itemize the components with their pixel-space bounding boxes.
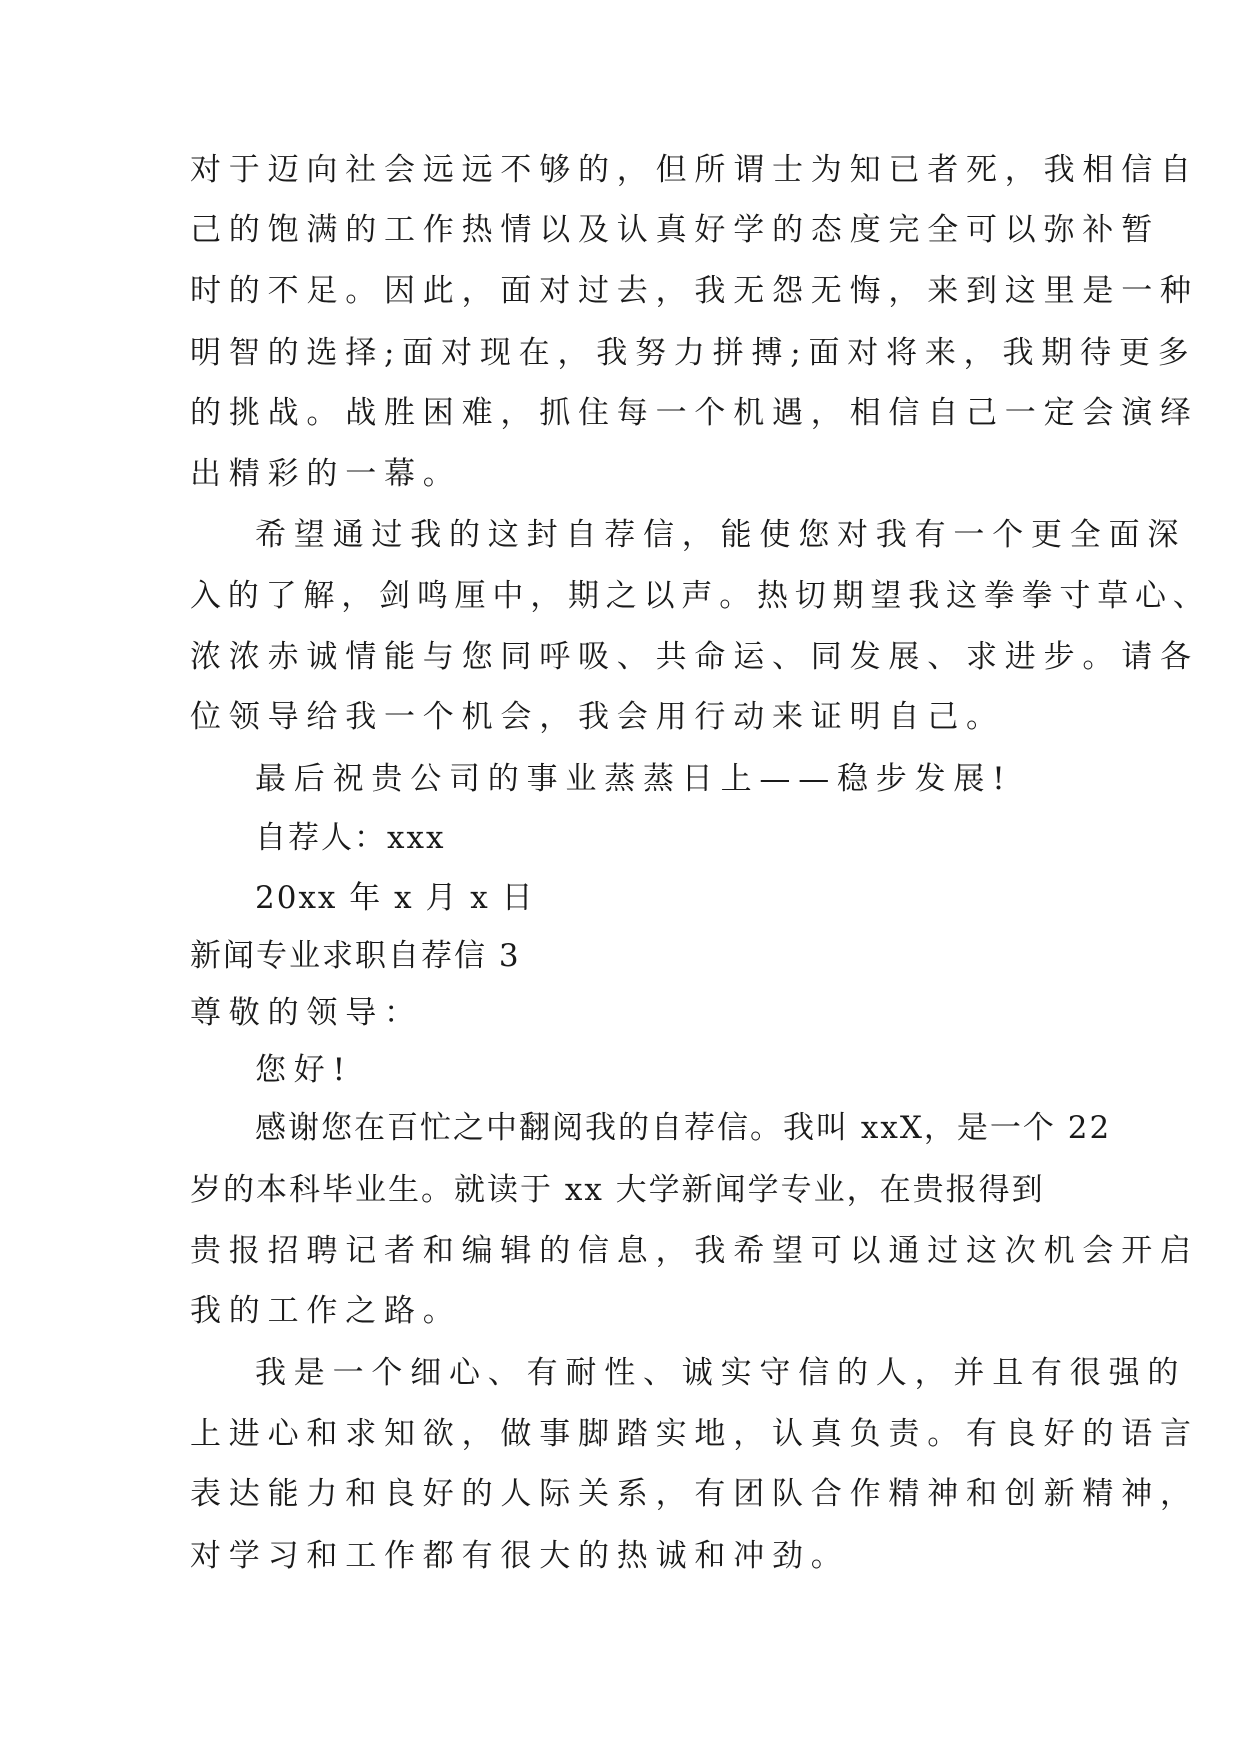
closing-wish: 最后祝贵公司的事业蒸蒸日上——稳步发展!	[255, 761, 1013, 797]
greeting: 您好!	[255, 1052, 353, 1088]
date-line: 20xx 年 x 月 x 日	[255, 880, 535, 916]
body-text-line: 己的饱满的工作热情以及认真好学的态度完全可以弥补暂	[190, 212, 1160, 248]
body-text-line: 入的了解，剑鸣厘中，期之以声。热切期望我这拳拳寸草心、	[190, 578, 1211, 614]
body-text-line: 上进心和求知欲，做事脚踏实地，认真负责。有良好的语言	[190, 1416, 1199, 1452]
section-title: 新闻专业求职自荐信 3	[190, 938, 521, 974]
body-text-line: 我是一个细心、有耐性、诚实守信的人，并且有很强的	[255, 1355, 1187, 1391]
body-text-line: 感谢您在百忙之中翻阅我的自荐信。我叫 xxX，是一个 22	[255, 1110, 1112, 1146]
body-text-line: 的挑战。战胜困难，抓住每一个机遇，相信自己一定会演绎	[190, 395, 1199, 431]
body-text-line: 贵报招聘记者和编辑的信息，我希望可以通过这次机会开启	[190, 1233, 1199, 1269]
body-text-line: 岁的本科毕业生。就读于 xx 大学新闻学专业，在贵报得到	[190, 1172, 1045, 1208]
body-text-line: 对于迈向社会远远不够的，但所谓士为知已者死，我相信自	[190, 152, 1199, 188]
body-text-line: 时的不足。因此，面对过去，我无怨无悔，来到这里是一种	[190, 273, 1199, 309]
body-text-line: 浓浓赤诚情能与您同呼吸、共命运、同发展、求进步。请各	[190, 639, 1199, 675]
body-text-line: 对学习和工作都有很大的热诚和冲劲。	[190, 1538, 850, 1574]
signature-line: 自荐人：xxx	[255, 820, 446, 856]
body-text-line: 出精彩的一幕。	[190, 456, 462, 492]
body-text-line: 位领导给我一个机会，我会用行动来证明自己。	[190, 699, 1005, 735]
body-text-line: 表达能力和良好的人际关系，有团队合作精神和创新精神，	[190, 1476, 1199, 1512]
body-text-line: 希望通过我的这封自荐信，能使您对我有一个更全面深	[255, 517, 1187, 553]
body-text-line: 明智的选择;面对现在，我努力拼搏;面对将来，我期待更多	[190, 335, 1197, 371]
body-text-line: 我的工作之路。	[190, 1293, 462, 1329]
salutation: 尊敬的领导：	[190, 995, 423, 1031]
